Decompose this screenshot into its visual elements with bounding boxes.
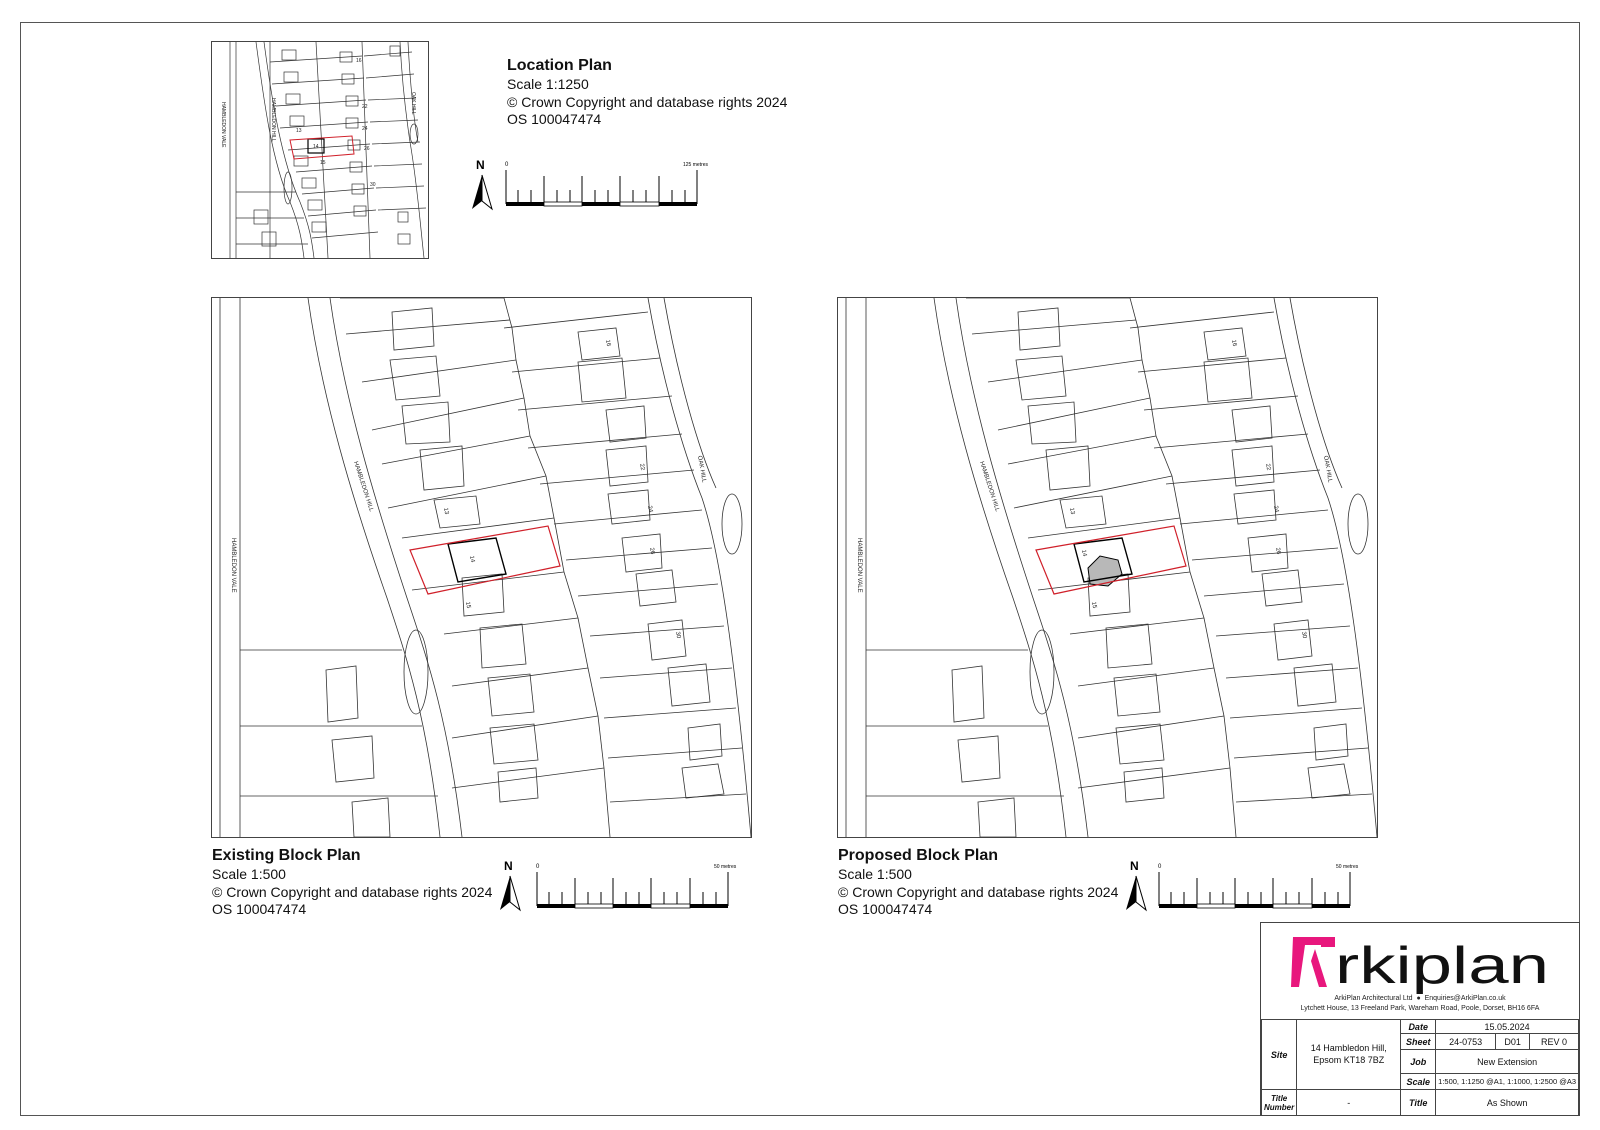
lp-label-16: 16 xyxy=(356,58,362,64)
date-value: 15.05.2024 xyxy=(1436,1020,1579,1034)
proposed-north-label: N xyxy=(1130,859,1139,873)
ebp-label-26: 26 xyxy=(648,547,656,555)
site-value xyxy=(1297,1020,1401,1090)
existing-block-plan-os-licence: OS 100047474 xyxy=(212,901,307,917)
existing-scale-end: 50 metres xyxy=(714,864,737,870)
lp-label-oak: OAK HILL xyxy=(410,92,416,115)
title-number-value: - xyxy=(1297,1090,1401,1116)
scale-value: 1:500, 1:1250 @A1, 1:1000, 1:2500 @A3 xyxy=(1436,1074,1579,1090)
location-plan-title: Location Plan xyxy=(507,57,612,74)
location-scale-start: 0 xyxy=(505,162,509,168)
site-value-line1: 14 Hambledon Hill, xyxy=(1310,1042,1387,1053)
job-label: Job xyxy=(1401,1050,1436,1074)
proposed-scale-end: 50 metres xyxy=(1336,864,1359,870)
lp-label-vale: HAMBLEDON VALE xyxy=(220,102,226,148)
pbp-label-22: 22 xyxy=(1264,463,1272,471)
pbp-label-vale: HAMBLEDON VALE xyxy=(856,538,862,593)
location-plan-map xyxy=(211,41,429,259)
location-plan-os-licence: OS 100047474 xyxy=(507,111,602,127)
location-scale-end: 125 metres xyxy=(683,162,709,168)
ebp-label-15: 15 xyxy=(464,601,472,609)
proposed-block-plan-os-licence: OS 100047474 xyxy=(838,901,933,917)
company-email: Enquiries@ArkiPlan.co.uk xyxy=(1424,995,1506,1002)
ebp-label-hill: HAMBLEDON HILL xyxy=(352,460,374,513)
lp-label-22: 22 xyxy=(362,104,368,110)
title-block xyxy=(1260,922,1580,1116)
ebp-label-13: 13 xyxy=(442,507,450,515)
existing-scale-start: 0 xyxy=(536,864,540,870)
ebp-label-22: 22 xyxy=(638,463,646,471)
proposed-scale-bar xyxy=(1158,862,1358,912)
logo-text: rkiplan xyxy=(1335,937,1549,995)
location-plan-scale-bar xyxy=(505,160,709,210)
job-value: New Extension xyxy=(1436,1050,1579,1074)
sheet-drawing: D01 xyxy=(1496,1034,1530,1050)
existing-block-plan-copyright: © Crown Copyright and database rights 2024 xyxy=(212,883,493,900)
company-name: ArkiPlan Architectural Ltd xyxy=(1334,995,1413,1002)
sheet-label: Sheet xyxy=(1401,1034,1436,1050)
ebp-label-30: 30 xyxy=(674,631,682,639)
pbp-label-hill: HAMBLEDON HILL xyxy=(978,460,1000,513)
site-label: Site xyxy=(1262,1020,1297,1090)
proposed-block-plan-scale: Scale 1:500 xyxy=(838,866,912,882)
ebp-label-16: 16 xyxy=(604,339,612,347)
title-value: As Shown xyxy=(1436,1090,1579,1116)
pbp-label-14: 14 xyxy=(1080,549,1088,557)
lp-label-14: 14 xyxy=(313,144,319,150)
sheet-number: 24-0753 xyxy=(1436,1034,1496,1050)
existing-block-plan-drawing xyxy=(212,298,751,837)
scale-label: Scale xyxy=(1401,1074,1436,1090)
arkiplan-logo-mark-icon xyxy=(1291,937,1335,987)
lp-label-13: 13 xyxy=(296,128,302,134)
proposed-block-plan-drawing xyxy=(838,298,1377,837)
lp-label-15: 15 xyxy=(320,160,326,166)
company-address: Lytchett House, 13 Freeland Park, Wareham Road, Poole, Dorset, BH16 6FA xyxy=(1300,1005,1540,1012)
lp-label-24: 24 xyxy=(362,126,368,132)
lp-label-hill: HAMBLEDON HILL xyxy=(270,98,276,142)
existing-block-plan-map xyxy=(211,297,752,838)
existing-north-arrow xyxy=(496,858,524,914)
existing-north-label: N xyxy=(504,859,513,873)
proposed-scale-start: 0 xyxy=(1158,864,1162,870)
proposed-block-plan-caption xyxy=(838,846,1118,919)
pbp-label-30: 30 xyxy=(1300,631,1308,639)
existing-block-plan-caption xyxy=(212,846,492,919)
pbp-label-16: 16 xyxy=(1230,339,1238,347)
lp-label-30: 30 xyxy=(370,182,376,188)
sheet-revision: REV 0 xyxy=(1530,1034,1579,1050)
bullet-icon: ● xyxy=(1416,995,1421,1002)
company-line xyxy=(1261,995,1579,1002)
location-plan-scale: Scale 1:1250 xyxy=(507,76,589,92)
pbp-label-26: 26 xyxy=(1274,547,1282,555)
proposed-block-plan-map xyxy=(837,297,1378,838)
proposed-north-arrow xyxy=(1122,858,1150,914)
pbp-label-15: 15 xyxy=(1090,601,1098,609)
location-north-label: N xyxy=(476,158,485,172)
ebp-label-24: 24 xyxy=(646,505,654,513)
pbp-label-24: 24 xyxy=(1272,505,1280,513)
lp-label-26: 26 xyxy=(364,146,370,152)
location-plan-north-arrow xyxy=(468,157,496,213)
proposed-block-plan-copyright: © Crown Copyright and database rights 2024 xyxy=(838,883,1119,900)
existing-scale-bar xyxy=(536,862,736,912)
ebp-label-14: 14 xyxy=(468,555,476,563)
ebp-label-oak: OAK HILL xyxy=(696,455,707,483)
pbp-label-13: 13 xyxy=(1068,507,1076,515)
date-label: Date xyxy=(1401,1020,1436,1034)
title-number-label: Title Number xyxy=(1262,1090,1297,1116)
ebp-label-vale: HAMBLEDON VALE xyxy=(230,538,236,593)
arkiplan-logo xyxy=(1291,931,1551,993)
title-label: Title xyxy=(1401,1090,1436,1116)
existing-block-plan-scale: Scale 1:500 xyxy=(212,866,286,882)
title-block-table xyxy=(1261,1019,1579,1116)
location-plan-caption xyxy=(507,56,787,129)
location-plan-copyright: © Crown Copyright and database rights 2024 xyxy=(507,93,788,110)
pbp-label-oak: OAK HILL xyxy=(1322,455,1333,483)
proposed-block-plan-title: Proposed Block Plan xyxy=(838,847,999,864)
existing-block-plan-title: Existing Block Plan xyxy=(212,847,361,864)
site-value-line2: Epsom KT18 7BZ xyxy=(1313,1054,1385,1065)
location-plan-drawing xyxy=(212,42,428,258)
